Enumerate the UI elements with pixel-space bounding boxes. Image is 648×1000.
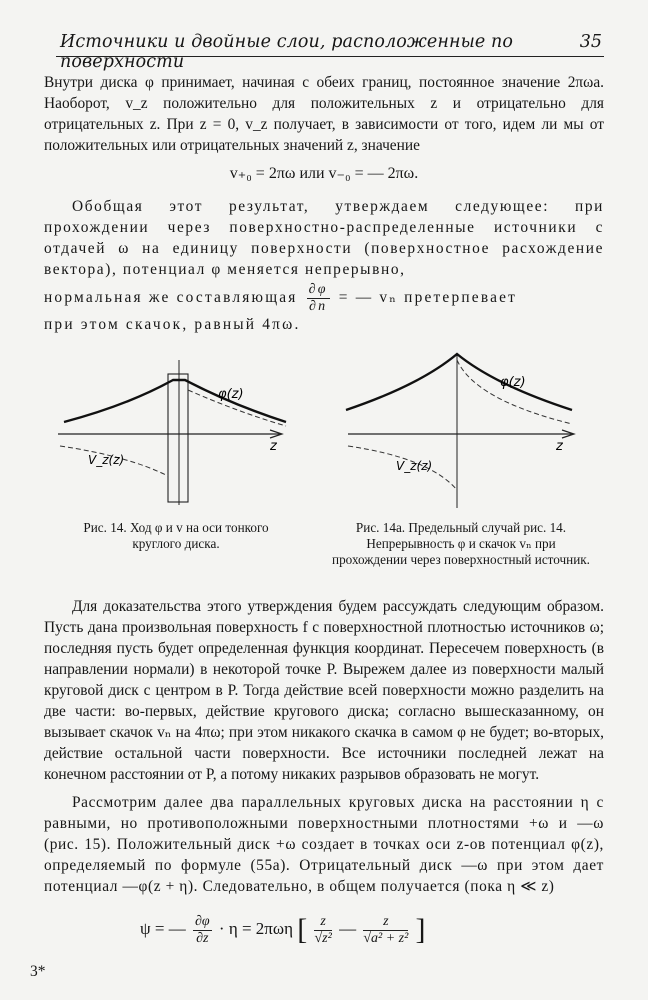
paragraph-2b-left: нормальная же составляющая <box>44 289 298 307</box>
equation-double-layer <box>140 905 540 955</box>
figure-14 <box>58 360 298 520</box>
disk-outline <box>168 374 188 502</box>
equation-body <box>140 913 426 947</box>
eq-frac-den: √a² + z² <box>363 930 409 946</box>
eq-frac-den: √z² <box>314 930 332 946</box>
equation-jump: v₊₀ = 2πω или v₋₀ = — 2πω. <box>229 165 419 182</box>
phi-curve <box>346 354 572 410</box>
eq-frac-z-over-sqrt-z2 <box>314 914 331 947</box>
figure-14a <box>340 340 590 520</box>
eq-frac-dphi-dz <box>193 914 212 947</box>
eq-frac-num: z <box>363 914 408 931</box>
eq-frac-num: ∂φ <box>194 913 210 929</box>
v-curve-positive <box>457 360 572 424</box>
right-bracket: ] <box>415 913 426 946</box>
left-bracket: [ <box>297 913 308 946</box>
page-number: 35 <box>579 32 602 52</box>
eq-minus: — <box>339 918 357 938</box>
paragraph-2b <box>44 282 604 315</box>
v-label: V_z(z) <box>396 459 433 473</box>
signature-mark: 3* <box>30 963 46 980</box>
eq-mid: · η = 2πωη <box>218 918 293 938</box>
fraction-dphi-dn <box>307 282 330 315</box>
paragraph-4: Рассмотрим далее два параллельных круговых диска на расстоянии η с равными, но противоположными поверхностными плотностями +ω и —ω (рис. 15). Положительный диск +ω создает в точках оси z-ов потенциал φ(z), определяемый по формуле (55a). Отрицательный диск —ω при этом дает потенциал —φ(z + η). Следовательно, в общем получается (пока η ≪ z) <box>44 794 604 895</box>
phi-label: φ(z) <box>500 375 526 390</box>
phi-curve <box>64 380 286 422</box>
eq-left: ψ = — <box>140 918 186 938</box>
fraction-numerator: ∂φ <box>308 282 328 297</box>
paragraph-1: Внутри диска φ принимает, начиная с обеих границ, постоянное значение 2πωa. Наоборот, v_z положительно для положительных z и отрицательно для отрицательных z. При z = 0, v_z получает, в зависимости от того, идем ли мы от положительных или отрицательных значений z, значение <box>44 74 604 154</box>
paragraph-2b-right: = — vₙ претерпевает <box>338 289 518 307</box>
paragraph-2a: Обобщая этот результат, утверждаем следующее: при прохождении через поверхностно-распределенные источники с отдачей ω на единицу поверхности (поверхностное расхождение вектора), потенциал φ меняется непрерывно, <box>44 198 604 278</box>
eq-frac-num: z <box>314 914 331 931</box>
paragraph-2c: при этом скачок, равный 4πω. <box>44 316 301 333</box>
caption-figure-14: Рис. 14. Ход φ и v на оси тонкого круглого диска. <box>83 520 269 551</box>
running-header <box>56 30 604 72</box>
fraction-denominator: ∂n <box>309 299 328 314</box>
eq-frac-den: ∂z <box>196 930 209 946</box>
axis-label: z <box>270 439 277 454</box>
header-title: Источники и двойные слои, расположенные по поверхности <box>60 32 514 72</box>
axis-label: z <box>556 439 563 454</box>
phi-label: φ(z) <box>218 387 244 402</box>
paragraph-3: Для доказательства этого утверждения будем рассуждать следующим образом. Пусть дана произвольная поверхность f с поверхностной плотностью источников ω; последняя пусть будет определенная функция координат. Пересечем поверхность (в направлении нормали) в некоторой точке P. Вырежем далее из поверхности малый круговой диск с центром в P. Тогда действие всей поверхности можно разделить на две части: во-первых, действие кругового диска; согласно вышесказанному, он вызывает скачок vₙ на 4πω; при этом никакого скачка в самом φ не будет; во-вторых, действие остальной части поверхности. Все источники последней лежат на конечном расстоянии от P, а потому никаких разрывов образовать не могут. <box>44 598 604 783</box>
eq-frac-z-over-sqrt-a2z2 <box>363 914 408 947</box>
caption-figure-14a: Рис. 14а. Предельный случай рис. 14. Непрерывность φ и скачок vₙ при прохождении через поверхностный источник. <box>332 520 590 567</box>
v-label: V_z(z) <box>88 453 125 467</box>
